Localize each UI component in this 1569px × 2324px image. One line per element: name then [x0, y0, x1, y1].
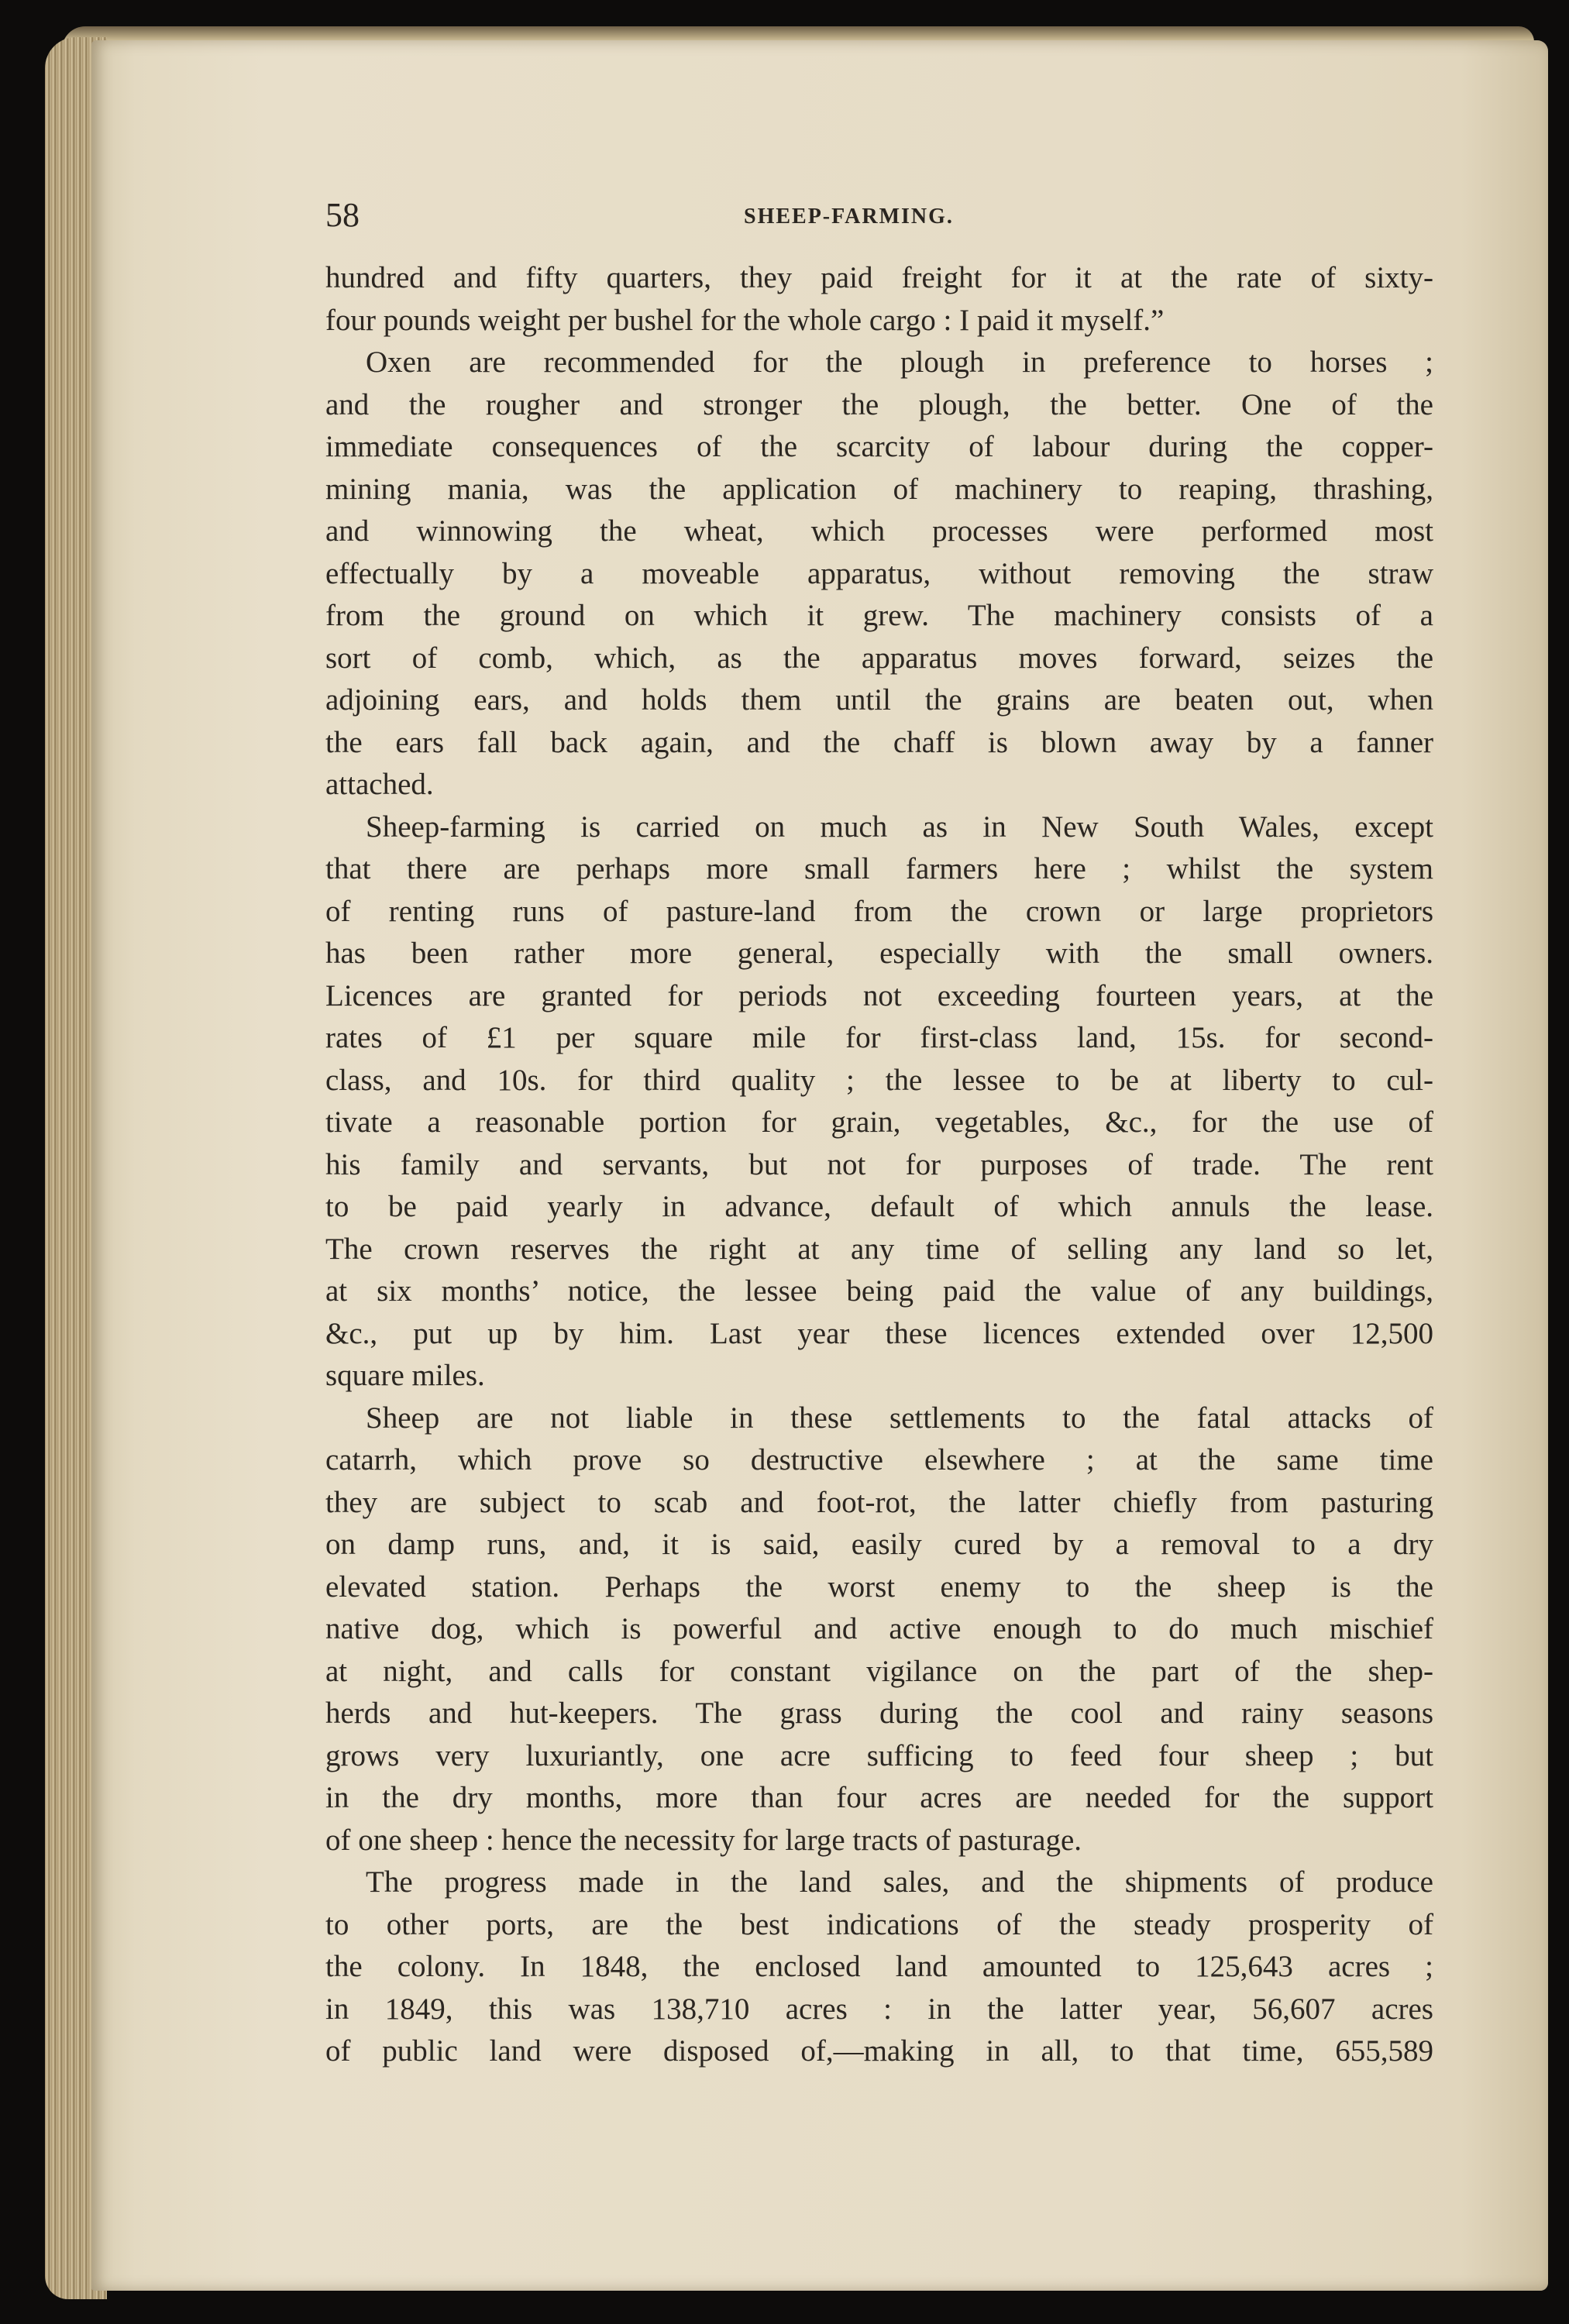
text-line: adjoining ears, and holds them until the grains are beaten out, when [325, 683, 1433, 717]
text-line: The progress made in the land sales, and the shipments of produce [366, 1865, 1433, 1899]
text-line: immediate consequences of the scarcity of labour during the copper- [325, 430, 1433, 463]
running-head: SHEEP-FARMING. [744, 205, 954, 229]
text-line: effectually by a moveable apparatus, without removing the straw [325, 556, 1433, 590]
paragraph-4 [325, 1397, 1433, 1862]
text-line: has been rather more general, especially with the small owners. [325, 937, 1433, 970]
text-line: to be paid yearly in advance, default of which annuls the lease. [325, 1190, 1433, 1223]
text-line: to other ports, are the best indications of the steady prosperity of [325, 1907, 1433, 1941]
paragraph-1 [325, 257, 1433, 342]
text-line: square miles. [325, 1359, 485, 1392]
body-text [325, 257, 1433, 2073]
text-line: Sheep-farming is carried on much as in New South Wales, except [366, 810, 1433, 844]
text-line: mining mania, was the application of machinery to reaping, thrashing, [325, 472, 1433, 506]
text-line: hundred and fifty quarters, they paid freight for it at the rate of sixty- [325, 261, 1433, 294]
paragraph-2 [325, 342, 1433, 806]
text-line: Sheep are not liable in these settlements to the fatal attacks of [366, 1401, 1433, 1435]
text-line: four pounds weight per bushel for the whole cargo : I paid it myself.” [325, 303, 1165, 337]
text-line: in 1849, this was 138,710 acres : in the latter year, 56,607 acres [325, 1992, 1433, 2026]
paragraph-3 [325, 806, 1433, 1397]
text-line: Oxen are recommended for the plough in preference to horses ; [366, 346, 1433, 379]
text-line: and winnowing the wheat, which processes were performed most [325, 514, 1433, 548]
text-line: at six months’ notice, the lessee being paid the value of any buildings, [325, 1274, 1433, 1308]
text-line: attached. [325, 768, 434, 801]
text-line: The crown reserves the right at any time of selling any land so let, [325, 1232, 1433, 1266]
text-line: the ears fall back again, and the chaff is blown away by a fanner [325, 725, 1433, 759]
text-line: they are subject to scab and foot-rot, the latter chiefly from pasturing [325, 1485, 1433, 1519]
text-line: catarrh, which prove so destructive elsewhere ; at the same time [325, 1443, 1433, 1477]
page-header [325, 192, 1449, 239]
page-number: 58 [325, 196, 360, 234]
text-line: at night, and calls for constant vigilance on the part of the shep- [325, 1654, 1433, 1688]
text-line: grows very luxuriantly, one acre sufficing to feed four sheep ; but [325, 1738, 1433, 1772]
text-line: of public land were disposed of,—making in all, to that time, 655,589 [325, 2034, 1433, 2068]
text-line: tivate a reasonable portion for grain, vegetables, &c., for the use of [325, 1105, 1433, 1139]
text-line: of renting runs of pasture-land from the crown or large proprietors [325, 894, 1433, 928]
text-line: that there are perhaps more small farmers here ; whilst the system [325, 852, 1433, 885]
text-line: Licences are granted for periods not exceeding fourteen years, at the [325, 978, 1433, 1012]
text-line: the colony. In 1848, the enclosed land amounted to 125,643 acres ; [325, 1950, 1433, 1983]
text-line: his family and servants, but not for purposes of trade. The rent [325, 1147, 1433, 1181]
text-line: herds and hut-keepers. The grass during the cool and rainy seasons [325, 1697, 1433, 1730]
text-line: sort of comb, which, as the apparatus moves forward, seizes the [325, 641, 1433, 675]
text-line: native dog, which is powerful and active enough to do much mischief [325, 1612, 1433, 1645]
text-line: of one sheep : hence the necessity for large tracts of pasturage. [325, 1823, 1082, 1857]
text-line: on damp runs, and, it is said, easily cured by a removal to a dry [325, 1528, 1433, 1561]
text-line: rates of £1 per square mile for first-class land, 15s. for second- [325, 1021, 1433, 1054]
text-line: &c., put up by him. Last year these licences extended over 12,500 [325, 1316, 1433, 1350]
text-line: elevated station. Perhaps the worst enemy to the sheep is the [325, 1569, 1433, 1604]
text-line: and the rougher and stronger the plough, the better. One of the [325, 387, 1433, 421]
text-line: class, and 10s. for third quality ; the lessee to be at liberty to cul- [325, 1063, 1433, 1097]
text-line: from the ground on which it grew. The machinery consists of a [325, 599, 1433, 632]
paragraph-5 [325, 1862, 1433, 2073]
text-line: in the dry months, more than four acres are needed for the support [325, 1781, 1433, 1814]
